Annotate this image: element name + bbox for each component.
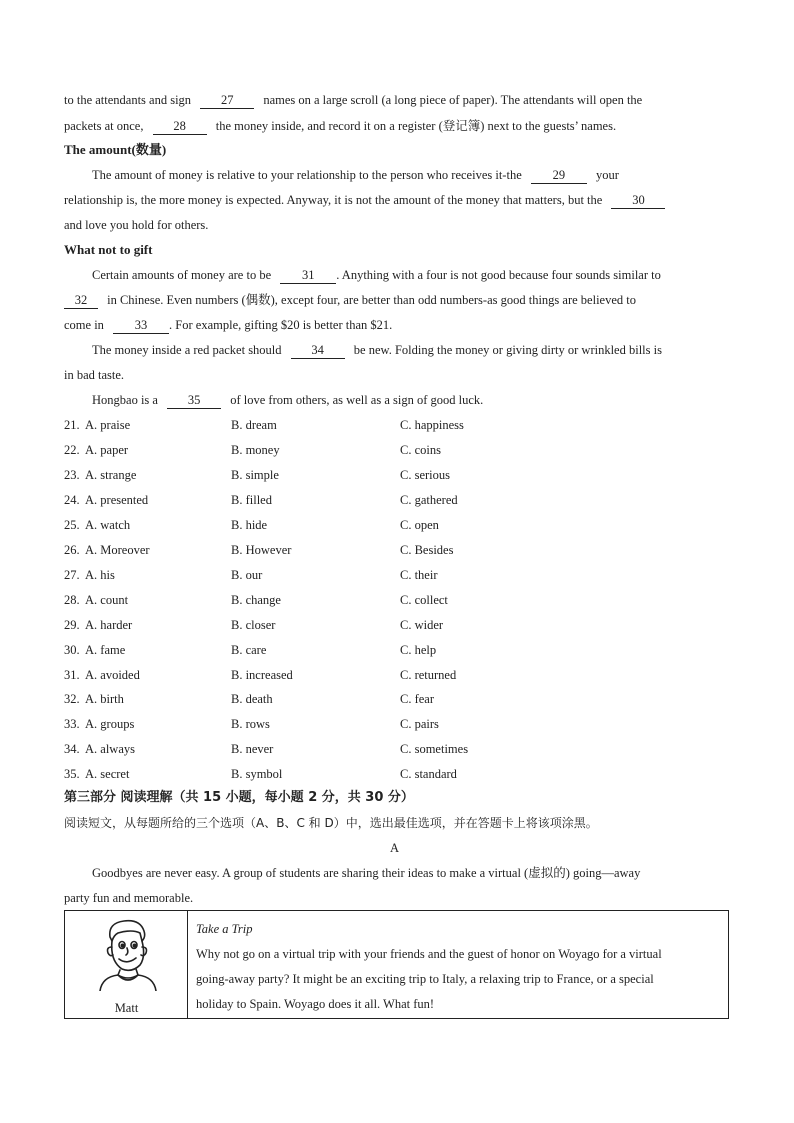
question-number: 29.: [64, 618, 80, 632]
option-c[interactable]: C. help: [400, 643, 437, 657]
question-number: 28.: [64, 593, 80, 607]
text: relationship is, the more money is expected. Anyway, it is not the amount of the money that matters, but the: [64, 193, 603, 207]
question-number: 26.: [64, 543, 80, 557]
text: . Anything with a four is not good because four sounds similar to: [336, 268, 661, 282]
idea-title: Take a Trip: [196, 922, 253, 936]
question-number: 35.: [64, 767, 80, 781]
option-c[interactable]: C. coins: [400, 443, 441, 457]
text: to the attendants and sign: [64, 93, 192, 107]
question-number: 30.: [64, 643, 80, 657]
option-c[interactable]: C. wider: [400, 618, 444, 632]
option-a[interactable]: A. fame: [85, 643, 126, 657]
passage-line: [92, 392, 483, 409]
heading-not-to-gift: What not to gift: [64, 242, 153, 257]
text: of love from others, as well as a sign of good luck.: [230, 393, 484, 407]
blank-33: [113, 317, 169, 334]
idea-text-line: going-away party? It might be an exciting trip to Italy, a relaxing trip to France, or a special: [196, 972, 654, 986]
text: packets at once,: [64, 119, 144, 133]
option-a[interactable]: A. harder: [85, 618, 133, 632]
option-c[interactable]: C. sometimes: [400, 742, 469, 756]
option-b[interactable]: B. filled: [231, 493, 272, 507]
text: The money inside a red packet should: [92, 343, 282, 357]
option-a[interactable]: A. strange: [85, 468, 137, 482]
text: in Chinese. Even numbers (偶数), except four, are better than odd numbers-as good things are believed to: [107, 293, 636, 307]
question-number: 32.: [64, 692, 80, 706]
part3-instruction: 阅读短文，从每题所给的三个选项（A、B、C 和 D）中，选出最佳选项，并在答题卡上将该项涂黑。: [64, 816, 598, 830]
passage-line: [64, 192, 665, 209]
option-a[interactable]: A. groups: [85, 717, 135, 731]
passage-line: [64, 118, 616, 135]
option-a[interactable]: A. presented: [85, 493, 149, 507]
question-number: 33.: [64, 717, 80, 731]
option-b[interactable]: B. money: [231, 443, 280, 457]
option-c[interactable]: C. returned: [400, 668, 457, 682]
part3-title: 第三部分 阅读理解（共 15 小题，每小题 2 分，共 30 分）: [64, 790, 414, 805]
text: names on a large scroll (a long piece of paper). The attendants will open the: [263, 93, 643, 107]
passage-line: [64, 92, 642, 109]
blank-number: 35: [187, 393, 201, 407]
profile-cell: [65, 911, 188, 1018]
blank-35: [167, 392, 221, 409]
option-b[interactable]: B. However: [231, 543, 292, 557]
question-number: 31.: [64, 668, 80, 682]
heading-amount: The amount(数量): [64, 142, 167, 157]
text: Hongbao is a: [92, 393, 158, 407]
avatar-cartoon-icon: [92, 915, 162, 991]
blank-number: 31: [302, 268, 315, 282]
profile-name: Matt: [114, 1001, 139, 1015]
passage-line: [92, 342, 662, 359]
blank-32: [64, 292, 98, 309]
text: the money inside, and record it on a register (登记簿) next to the guests’ names.: [215, 119, 617, 133]
passage-line: [92, 267, 661, 284]
idea-text-line: Why not go on a virtual trip with your friends and the guest of honor on Woyago for a virtual: [196, 947, 662, 961]
option-b[interactable]: B. death: [231, 692, 273, 706]
intro-line: Goodbyes are never easy. A group of students are sharing their ideas to make a virtual (虚拟的) going—away: [92, 866, 641, 880]
blank-29: [531, 167, 587, 184]
option-c[interactable]: C. open: [400, 518, 439, 532]
blank-number: 32: [74, 293, 88, 307]
option-a[interactable]: A. Moreover: [85, 543, 150, 557]
option-b[interactable]: B. closer: [231, 618, 276, 632]
passage-line: [64, 292, 636, 309]
option-b[interactable]: B. change: [231, 593, 281, 607]
blank-number: 29: [552, 168, 566, 182]
option-b[interactable]: B. symbol: [231, 767, 283, 781]
option-c[interactable]: C. happiness: [400, 418, 464, 432]
option-b[interactable]: B. increased: [231, 668, 293, 682]
option-a[interactable]: A. paper: [85, 443, 129, 457]
text: Certain amounts of money are to be: [92, 268, 272, 282]
blank-number: 28: [173, 119, 186, 133]
option-b[interactable]: B. care: [231, 643, 267, 657]
question-number: 22.: [64, 443, 80, 457]
blank-number: 33: [134, 318, 148, 332]
question-number: 21.: [64, 418, 80, 432]
option-a[interactable]: A. count: [85, 593, 129, 607]
option-c[interactable]: C. gathered: [400, 493, 458, 507]
passage-line: [64, 317, 392, 334]
option-b[interactable]: B. simple: [231, 468, 279, 482]
option-c[interactable]: C. collect: [400, 593, 448, 607]
section-label: A: [390, 841, 400, 855]
question-number: 23.: [64, 468, 80, 482]
option-b[interactable]: B. never: [231, 742, 274, 756]
blank-number: 34: [311, 343, 324, 357]
text: . For example, gifting $20 is better than $21.: [169, 318, 393, 332]
blank-30: [611, 192, 665, 209]
option-b[interactable]: B. dream: [231, 418, 277, 432]
option-a[interactable]: A. watch: [85, 518, 131, 532]
passage-line: [92, 167, 619, 184]
blank-34: [291, 342, 345, 359]
option-b[interactable]: B. hide: [231, 518, 268, 532]
option-c[interactable]: C. fear: [400, 692, 435, 706]
idea-text-line: holiday to Spain. Woyago does it all. What fun!: [196, 997, 435, 1011]
blank-number: 30: [632, 193, 645, 207]
intro-line: party fun and memorable.: [64, 891, 194, 905]
option-a[interactable]: A. secret: [85, 767, 130, 781]
option-a[interactable]: A. birth: [85, 692, 124, 706]
option-c[interactable]: C. serious: [400, 468, 450, 482]
question-number: 24.: [64, 493, 80, 507]
option-c[interactable]: C. pairs: [400, 717, 439, 731]
text: your: [596, 168, 619, 182]
option-a[interactable]: A. praise: [85, 418, 131, 432]
blank-number: 27: [220, 93, 234, 107]
option-c[interactable]: C. Besides: [400, 543, 454, 557]
option-c[interactable]: C. standard: [400, 767, 457, 781]
blank-27: [200, 92, 254, 109]
option-a[interactable]: A. avoided: [85, 668, 140, 682]
question-number: 27.: [64, 568, 80, 582]
option-c[interactable]: C. their: [400, 568, 438, 582]
passage-line: and love you hold for others.: [64, 218, 209, 232]
option-a[interactable]: A. his: [85, 568, 115, 582]
text: come in: [64, 318, 104, 332]
option-b[interactable]: B. our: [231, 568, 263, 582]
option-b[interactable]: B. rows: [231, 717, 270, 731]
option-a[interactable]: A. always: [85, 742, 135, 756]
blank-31: [280, 267, 336, 284]
blank-28: [153, 118, 207, 135]
idea-cell: [196, 917, 721, 1017]
idea-card-table: [64, 910, 729, 1019]
passage-line: in bad taste.: [64, 368, 125, 382]
text: The amount of money is relative to your relationship to the person who receives it-the: [92, 168, 522, 182]
question-number: 34.: [64, 742, 80, 756]
question-number: 25.: [64, 518, 80, 532]
text: be new. Folding the money or giving dirty or wrinkled bills is: [353, 343, 662, 357]
